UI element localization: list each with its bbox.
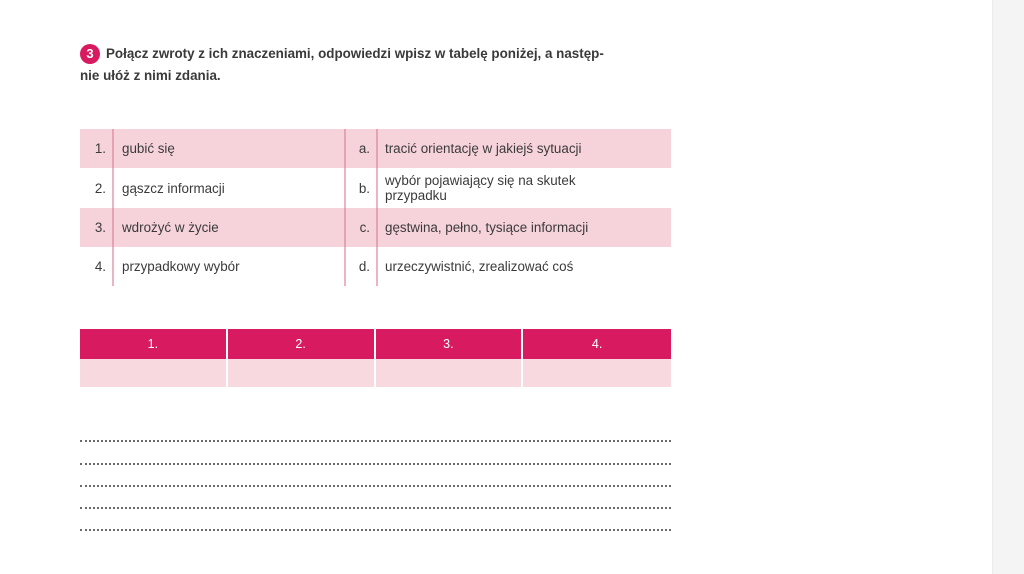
matching-row xyxy=(80,247,671,286)
answer-table xyxy=(80,329,671,387)
phrase-text: przypadkowy wybór xyxy=(113,247,345,286)
meaning-text-line-2: przypadku xyxy=(385,188,447,203)
phrase-text: gąszcz informacji xyxy=(113,168,345,208)
meaning-text xyxy=(377,129,671,168)
writing-line[interactable] xyxy=(80,442,671,464)
answer-cell-3[interactable] xyxy=(376,359,524,387)
matching-row xyxy=(80,168,671,208)
meaning-letter: d. xyxy=(345,247,377,286)
answer-header-4: 4. xyxy=(523,329,671,359)
answer-header-1: 1. xyxy=(80,329,228,359)
task-instruction-line-2: nie ułóż z nimi zdania. xyxy=(80,68,221,83)
meaning-text xyxy=(377,168,671,208)
meaning-text-line-1: gęstwina, pełno, tysiące informacji xyxy=(385,220,589,235)
writing-line[interactable] xyxy=(80,420,671,442)
phrase-number: 2. xyxy=(80,168,113,208)
task-header xyxy=(80,43,680,87)
sentence-writing-area xyxy=(80,420,671,531)
meaning-letter: a. xyxy=(345,129,377,168)
meaning-text xyxy=(377,247,671,286)
answer-cell-2[interactable] xyxy=(228,359,376,387)
answer-header-row xyxy=(80,329,671,359)
phrase-text: gubić się xyxy=(113,129,345,168)
answer-header-3: 3. xyxy=(376,329,524,359)
writing-line[interactable] xyxy=(80,487,671,509)
answer-cell-4[interactable] xyxy=(523,359,671,387)
meaning-letter: b. xyxy=(345,168,377,208)
writing-line[interactable] xyxy=(80,465,671,487)
matching-row xyxy=(80,208,671,247)
task-instruction-text-1: Połącz zwroty z ich znaczeniami, odpowiedzi wpisz w tabelę poniżej, a następ- xyxy=(106,46,604,61)
task-number-badge: 3 xyxy=(80,44,100,64)
phrase-number: 4. xyxy=(80,247,113,286)
matching-table xyxy=(80,129,671,286)
answer-header-2: 2. xyxy=(228,329,376,359)
phrase-number: 1. xyxy=(80,129,113,168)
phrase-number: 3. xyxy=(80,208,113,247)
task-instruction-line-1 xyxy=(80,43,680,65)
page-edge-strip xyxy=(992,0,1024,574)
writing-line[interactable] xyxy=(80,509,671,531)
meaning-text xyxy=(377,208,671,247)
matching-row xyxy=(80,129,671,168)
phrase-text: wdrożyć w życie xyxy=(113,208,345,247)
meaning-text-line-1: wybór pojawiający się na skutek xyxy=(385,173,576,188)
meaning-text-line-1: tracić orientację w jakiejś sytuacji xyxy=(385,141,582,156)
answer-cell-1[interactable] xyxy=(80,359,228,387)
answer-input-row xyxy=(80,359,671,387)
meaning-letter: c. xyxy=(345,208,377,247)
meaning-text-line-1: urzeczywistnić, zrealizować coś xyxy=(385,259,574,274)
